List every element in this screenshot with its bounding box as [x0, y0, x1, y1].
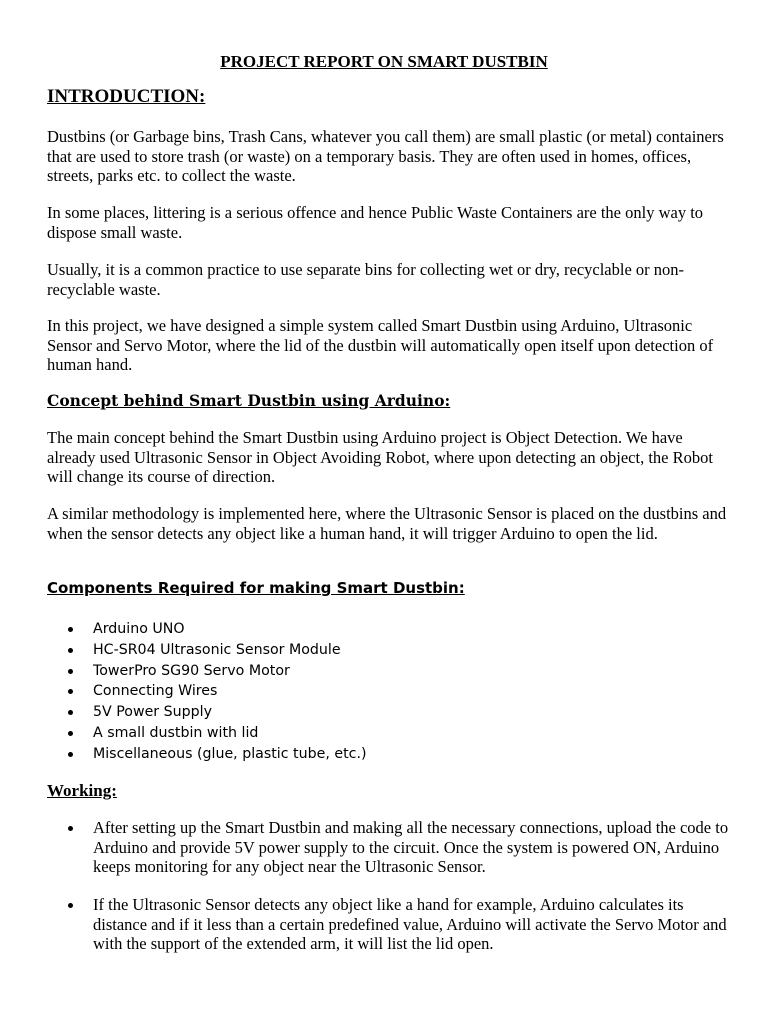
components-list — [0, 619, 367, 765]
list-item: Miscellaneous (glue, plastic tube, etc.) — [0, 744, 367, 765]
concept-paragraph: The main concept behind the Smart Dustbin using Arduino project is Object Detection. We have already used Ultrasonic Sensor in Object Avoiding Robot, where upon detecting an object, the Robot will change its course of direction. — [47, 428, 713, 486]
components-heading: Components Required for making Smart Dustbin: — [47, 579, 465, 597]
list-item: A small dustbin with lid — [0, 723, 367, 744]
introduction-paragraph: Usually, it is a common practice to use separate bins for collecting wet or dry, recyclable or non-recyclable waste. — [47, 260, 685, 299]
list-item: Connecting Wires — [0, 681, 367, 702]
bullet-icon — [68, 903, 73, 908]
introduction-heading: INTRODUCTION: — [47, 86, 206, 107]
list-item: Arduino UNO — [0, 619, 367, 640]
document-title-text: PROJECT REPORT ON SMART DUSTBIN — [220, 52, 548, 71]
concept-heading: Concept behind Smart Dustbin using Arduino: — [47, 391, 451, 410]
concept-paragraph: A similar methodology is implemented here, where the Ultrasonic Sensor is placed on the dustbins and when the sensor detects any object like a human hand, it will trigger Arduino to open the lid. — [47, 504, 727, 543]
working-heading: Working: — [47, 781, 117, 800]
introduction-paragraph: In some places, littering is a serious offence and hence Public Waste Containers are the only way to dispose small waste. — [47, 203, 704, 242]
document-title — [0, 52, 768, 72]
list-item: TowerPro SG90 Servo Motor — [0, 661, 367, 682]
introduction-paragraph: Dustbins (or Garbage bins, Trash Cans, whatever you call them) are small plastic (or metal) containers that are used to store trash (or waste) on a temporary basis. They are often used in homes, offices, streets, parks etc. to collect the waste. — [47, 127, 724, 185]
introduction-paragraph: In this project, we have designed a simple system called Smart Dustbin using Arduino, Ultrasonic Sensor and Servo Motor, where the lid of the dustbin will automatically open itself upon detection of human hand. — [47, 316, 714, 374]
working-item-text: If the Ultrasonic Sensor detects any object like a hand for example, Arduino calculates its distance and if it less than a certain predefined value, Arduino will activate the Servo Motor and with the support of the extended arm, it will list the lid open. — [93, 895, 727, 953]
list-item: 5V Power Supply — [0, 702, 367, 723]
list-item: HC-SR04 Ultrasonic Sensor Module — [0, 640, 367, 661]
bullet-icon — [68, 826, 73, 831]
working-item-text: After setting up the Smart Dustbin and making all the necessary connections, upload the code to Arduino and provide 5V power supply to the circuit. Once the system is powered ON, Arduino keeps monitoring for any object near the Ultrasonic Sensor. — [93, 818, 729, 876]
